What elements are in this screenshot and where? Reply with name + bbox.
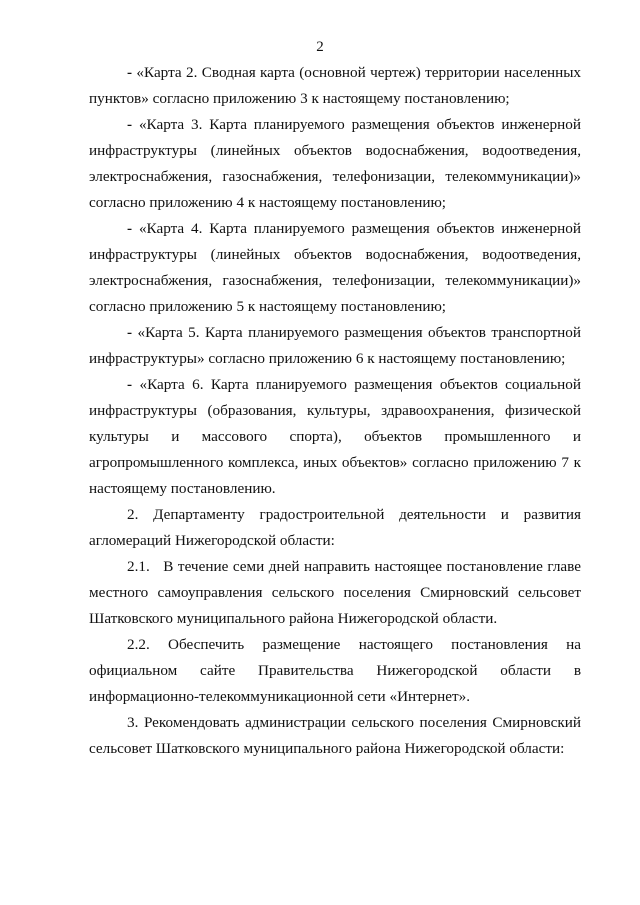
paragraph-map-5 bbox=[89, 320, 581, 372]
paragraph-text: 2. Департаменту градостроительной деятельности и развития агломераций Нижегородской области: bbox=[89, 506, 581, 549]
paragraph-text: «Карта 3. Карта планируемого размещения объектов инженерной инфраструктуры (линейных объектов водоснабжения, водоотведения, электроснабжения, газоснабжения, телефонизации, телекоммуникации)» согласно приложению 4 к настоящему постановлению; bbox=[89, 116, 581, 211]
list-dash: - bbox=[127, 64, 137, 81]
paragraph-text: 3. Рекомендовать администрации сельского поселения Смирновский сельсовет Шатковского муниципального района Нижегородской области: bbox=[89, 714, 581, 757]
list-dash: - bbox=[127, 220, 139, 237]
list-dash: - bbox=[127, 116, 139, 133]
paragraph-map-2 bbox=[89, 60, 581, 112]
paragraph-text: «Карта 2. Сводная карта (основной чертеж) территории населенных пунктов» согласно приложению 3 к настоящему постановлению; bbox=[89, 64, 581, 107]
page-number: 2 bbox=[316, 39, 324, 55]
paragraph-map-6 bbox=[89, 372, 581, 502]
paragraph-text: «Карта 4. Карта планируемого размещения объектов инженерной инфраструктуры (линейных объектов водоснабжения, водоотведения, электроснабжения, газоснабжения, телефонизации, телекоммуникации)» согласно приложению 5 к настоящему постановлению; bbox=[89, 220, 581, 315]
paragraph-item-2-2 bbox=[89, 632, 581, 710]
paragraph-item-3 bbox=[89, 710, 581, 762]
list-dash: - bbox=[127, 324, 138, 341]
paragraph-item-2-1 bbox=[89, 554, 585, 632]
paragraph-item-2 bbox=[89, 502, 581, 554]
paragraph-text: «Карта 5. Карта планируемого размещения объектов транспортной инфраструктуры» согласно приложению 6 к настоящему постановлению; bbox=[89, 324, 582, 367]
paragraph-map-3 bbox=[89, 112, 581, 216]
list-dash: - bbox=[127, 376, 140, 393]
paragraph-map-4 bbox=[89, 216, 581, 320]
paragraph-text: 2.2. Обеспечить размещение настоящего постановления на официальном сайте Правительства Нижегородской области в информационно-телекоммуникационной сети «Интернет». bbox=[89, 636, 581, 705]
document-body bbox=[89, 60, 585, 762]
paragraph-text: «Карта 6. Карта планируемого размещения объектов социальной инфраструктуры (образования, культуры, здравоохранения, физической культуры и массового спорта), объектов промышленного и агропромышленного комплекса, иных объектов» согласно приложению 7 к настоящему постановлению. bbox=[89, 376, 581, 497]
paragraph-text: 2.1. В течение семи дней направить настоящее постановление главе местного самоуправления сельского поселения Смирновский сельсовет Шатковского муниципального района Нижегородской области. bbox=[89, 558, 585, 627]
